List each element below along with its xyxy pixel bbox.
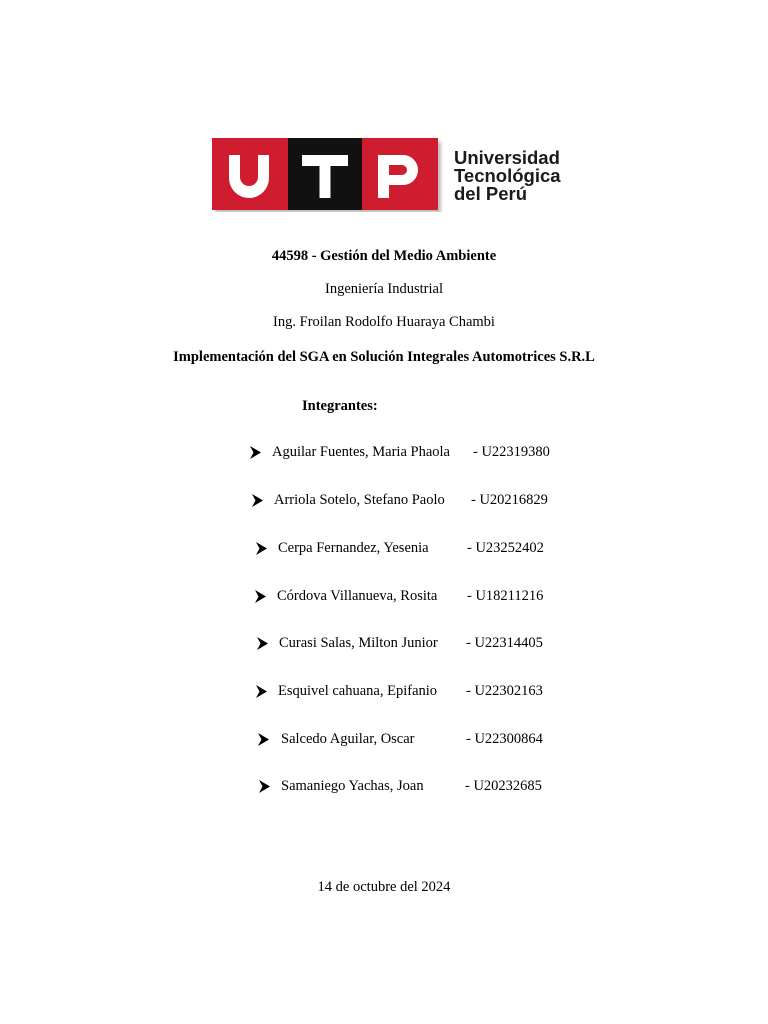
logo-red-right xyxy=(362,138,438,210)
arrow-bullet-icon xyxy=(252,494,263,507)
member-code: - U22314405 xyxy=(466,635,543,651)
list-item xyxy=(0,731,768,751)
member-name: Cerpa Fernandez, Yesenia xyxy=(278,540,429,556)
arrow-bullet-icon xyxy=(256,685,267,698)
document-date: 14 de octubre del 2024 xyxy=(317,879,451,895)
member-code: - U18211216 xyxy=(467,588,544,604)
course-title: 44598 - Gestión del Medio Ambiente xyxy=(271,248,497,264)
arrow-bullet-icon xyxy=(257,637,268,650)
utp-logo xyxy=(212,138,572,212)
member-name: Córdova Villanueva, Rosita xyxy=(277,588,438,604)
member-code: - U22319380 xyxy=(473,444,550,460)
list-item xyxy=(0,778,768,798)
list-item xyxy=(0,444,768,464)
member-name: Salcedo Aguilar, Oscar xyxy=(281,731,415,747)
members-heading: Integrantes: xyxy=(302,398,378,414)
career-name: Ingeniería Industrial xyxy=(325,281,443,297)
arrow-bullet-icon xyxy=(259,780,270,793)
member-code: - U22302163 xyxy=(466,683,543,699)
list-item xyxy=(0,588,768,608)
member-name: Curasi Salas, Milton Junior xyxy=(279,635,438,651)
arrow-bullet-icon xyxy=(255,590,266,603)
member-name: Samaniego Yachas, Joan xyxy=(281,778,424,794)
list-item xyxy=(0,635,768,655)
member-name: Esquivel cahuana, Epifanio xyxy=(278,683,438,699)
logo-wordmark-line-1: Universidad xyxy=(454,147,560,168)
logo-wordmark-line-3: del Perú xyxy=(454,183,527,204)
project-title: Implementación del SGA en Solución Integrales Automotrices S.R.L xyxy=(173,349,595,365)
member-name: Arriola Sotelo, Stefano Paolo xyxy=(274,492,445,508)
list-item xyxy=(0,683,768,703)
arrow-bullet-icon xyxy=(256,542,267,555)
logo-wordmark-line-2: Tecnológica xyxy=(454,165,561,186)
arrow-bullet-icon xyxy=(258,733,269,746)
member-code: - U20232685 xyxy=(465,778,542,794)
member-name: Aguilar Fuentes, Maria Phaola xyxy=(272,444,450,460)
logo-red-left xyxy=(212,138,288,210)
list-item xyxy=(0,540,768,560)
member-code: - U23252402 xyxy=(467,540,544,556)
arrow-bullet-icon xyxy=(250,446,261,459)
list-item xyxy=(0,492,768,512)
member-code: - U22300864 xyxy=(466,731,543,747)
professor-name: Ing. Froilan Rodolfo Huaraya Chambi xyxy=(273,314,495,330)
member-code: - U20216829 xyxy=(471,492,548,508)
